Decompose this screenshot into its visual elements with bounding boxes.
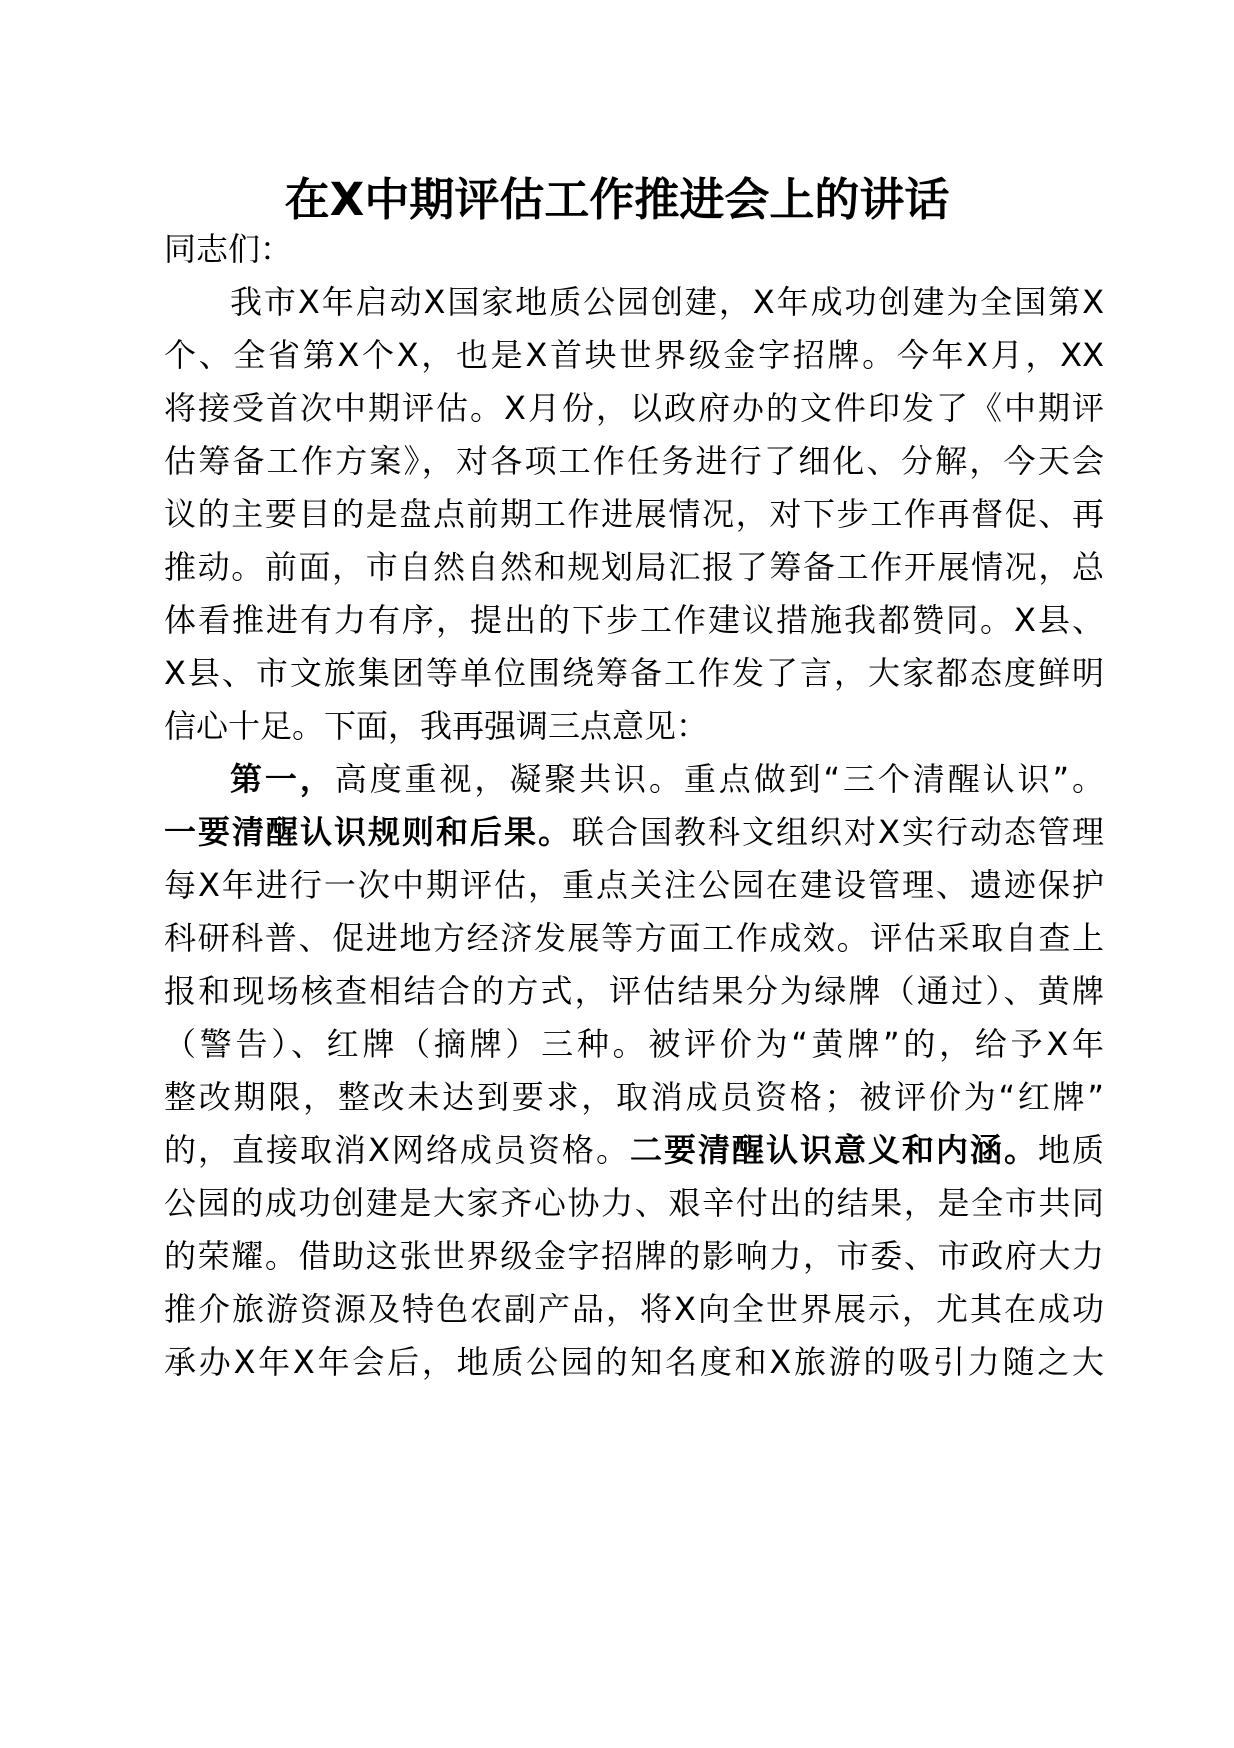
document-title: 在X中期评估工作推进会上的讲话 [284, 173, 950, 226]
body-line: 推介旅游资源及特色农副产品，将X向全世界展示，尤其在成功 [164, 1290, 1104, 1328]
point-one-text: 重点做到“三个清醒认识”。 [683, 760, 1104, 798]
sub-point-two-heading: 二要清醒认识意义和内涵。 [629, 1131, 1038, 1169]
body-line: 推动。前面，市自然自然和规划局汇报了筹备工作开展情况，总 [164, 548, 1104, 586]
body-line: 科研科普、促进地方经济发展等方面工作成效。评估采取自查上 [164, 919, 1104, 957]
point-one-line [230, 759, 1104, 799]
point-one-lead: 第一， [230, 760, 335, 798]
body-line: 估筹备工作方案》，对各项工作任务进行了细化、分解，今天会 [164, 442, 1104, 480]
body-line: （警告）、红牌（摘牌）三种。被评价为“黄牌”的，给予X年 [164, 1025, 1104, 1063]
body-line: 承办X年X年会后，地质公园的知名度和X旅游的吸引力随之大 [164, 1343, 1104, 1381]
sub-point-two-line [164, 1130, 1104, 1170]
body-line: 报和现场核查相结合的方式，评估结果分为绿牌（通过）、黄牌 [164, 972, 1104, 1010]
body-line: 整改期限，整改未达到要求，取消成员资格；被评价为“红牌” [164, 1078, 1104, 1116]
sub-point-one-line [164, 812, 1104, 852]
body-line: 个、全省第X个X，也是X首块世界级金字招牌。今年X月，XX [164, 336, 1104, 374]
salutation: 同志们： [164, 230, 293, 268]
sub-point-one-text: 联合国教科文组织对X实行动态管理 [572, 813, 1104, 851]
body-line: 议的主要目的是盘点前期工作进展情况，对下步工作再督促、再 [164, 495, 1104, 533]
body-line: 公园的成功创建是大家齐心协力、艰辛付出的结果，是全市共同 [164, 1184, 1104, 1222]
body-line: 将接受首次中期评估。X月份，以政府办的文件印发了《中期评 [164, 389, 1104, 427]
body-line: 的荣耀。借助这张世界级金字招牌的影响力，市委、市政府大力 [164, 1237, 1104, 1275]
body-line: 我市X年启动X国家地质公园创建，X年成功创建为全国第X [230, 283, 1104, 321]
body-line: X县、市文旅集团等单位围绕筹备工作发了言，大家都态度鲜明 [164, 654, 1104, 692]
point-one-heading: 高度重视，凝聚共识。 [334, 760, 684, 798]
sub-point-two-after: 地质 [1037, 1131, 1104, 1169]
body-line: 信心十足。下面，我再强调三点意见： [164, 707, 709, 745]
sub-point-two-before: 的，直接取消X网络成员资格。 [164, 1131, 630, 1169]
body-line: 每X年进行一次中期评估，重点关注公园在建设管理、遗迹保护 [164, 866, 1104, 904]
body-line: 体看推进有力有序，提出的下步工作建议措施我都赞同。X县、 [164, 601, 1104, 639]
sub-point-one-heading: 一要清醒认识规则和后果。 [164, 813, 573, 851]
